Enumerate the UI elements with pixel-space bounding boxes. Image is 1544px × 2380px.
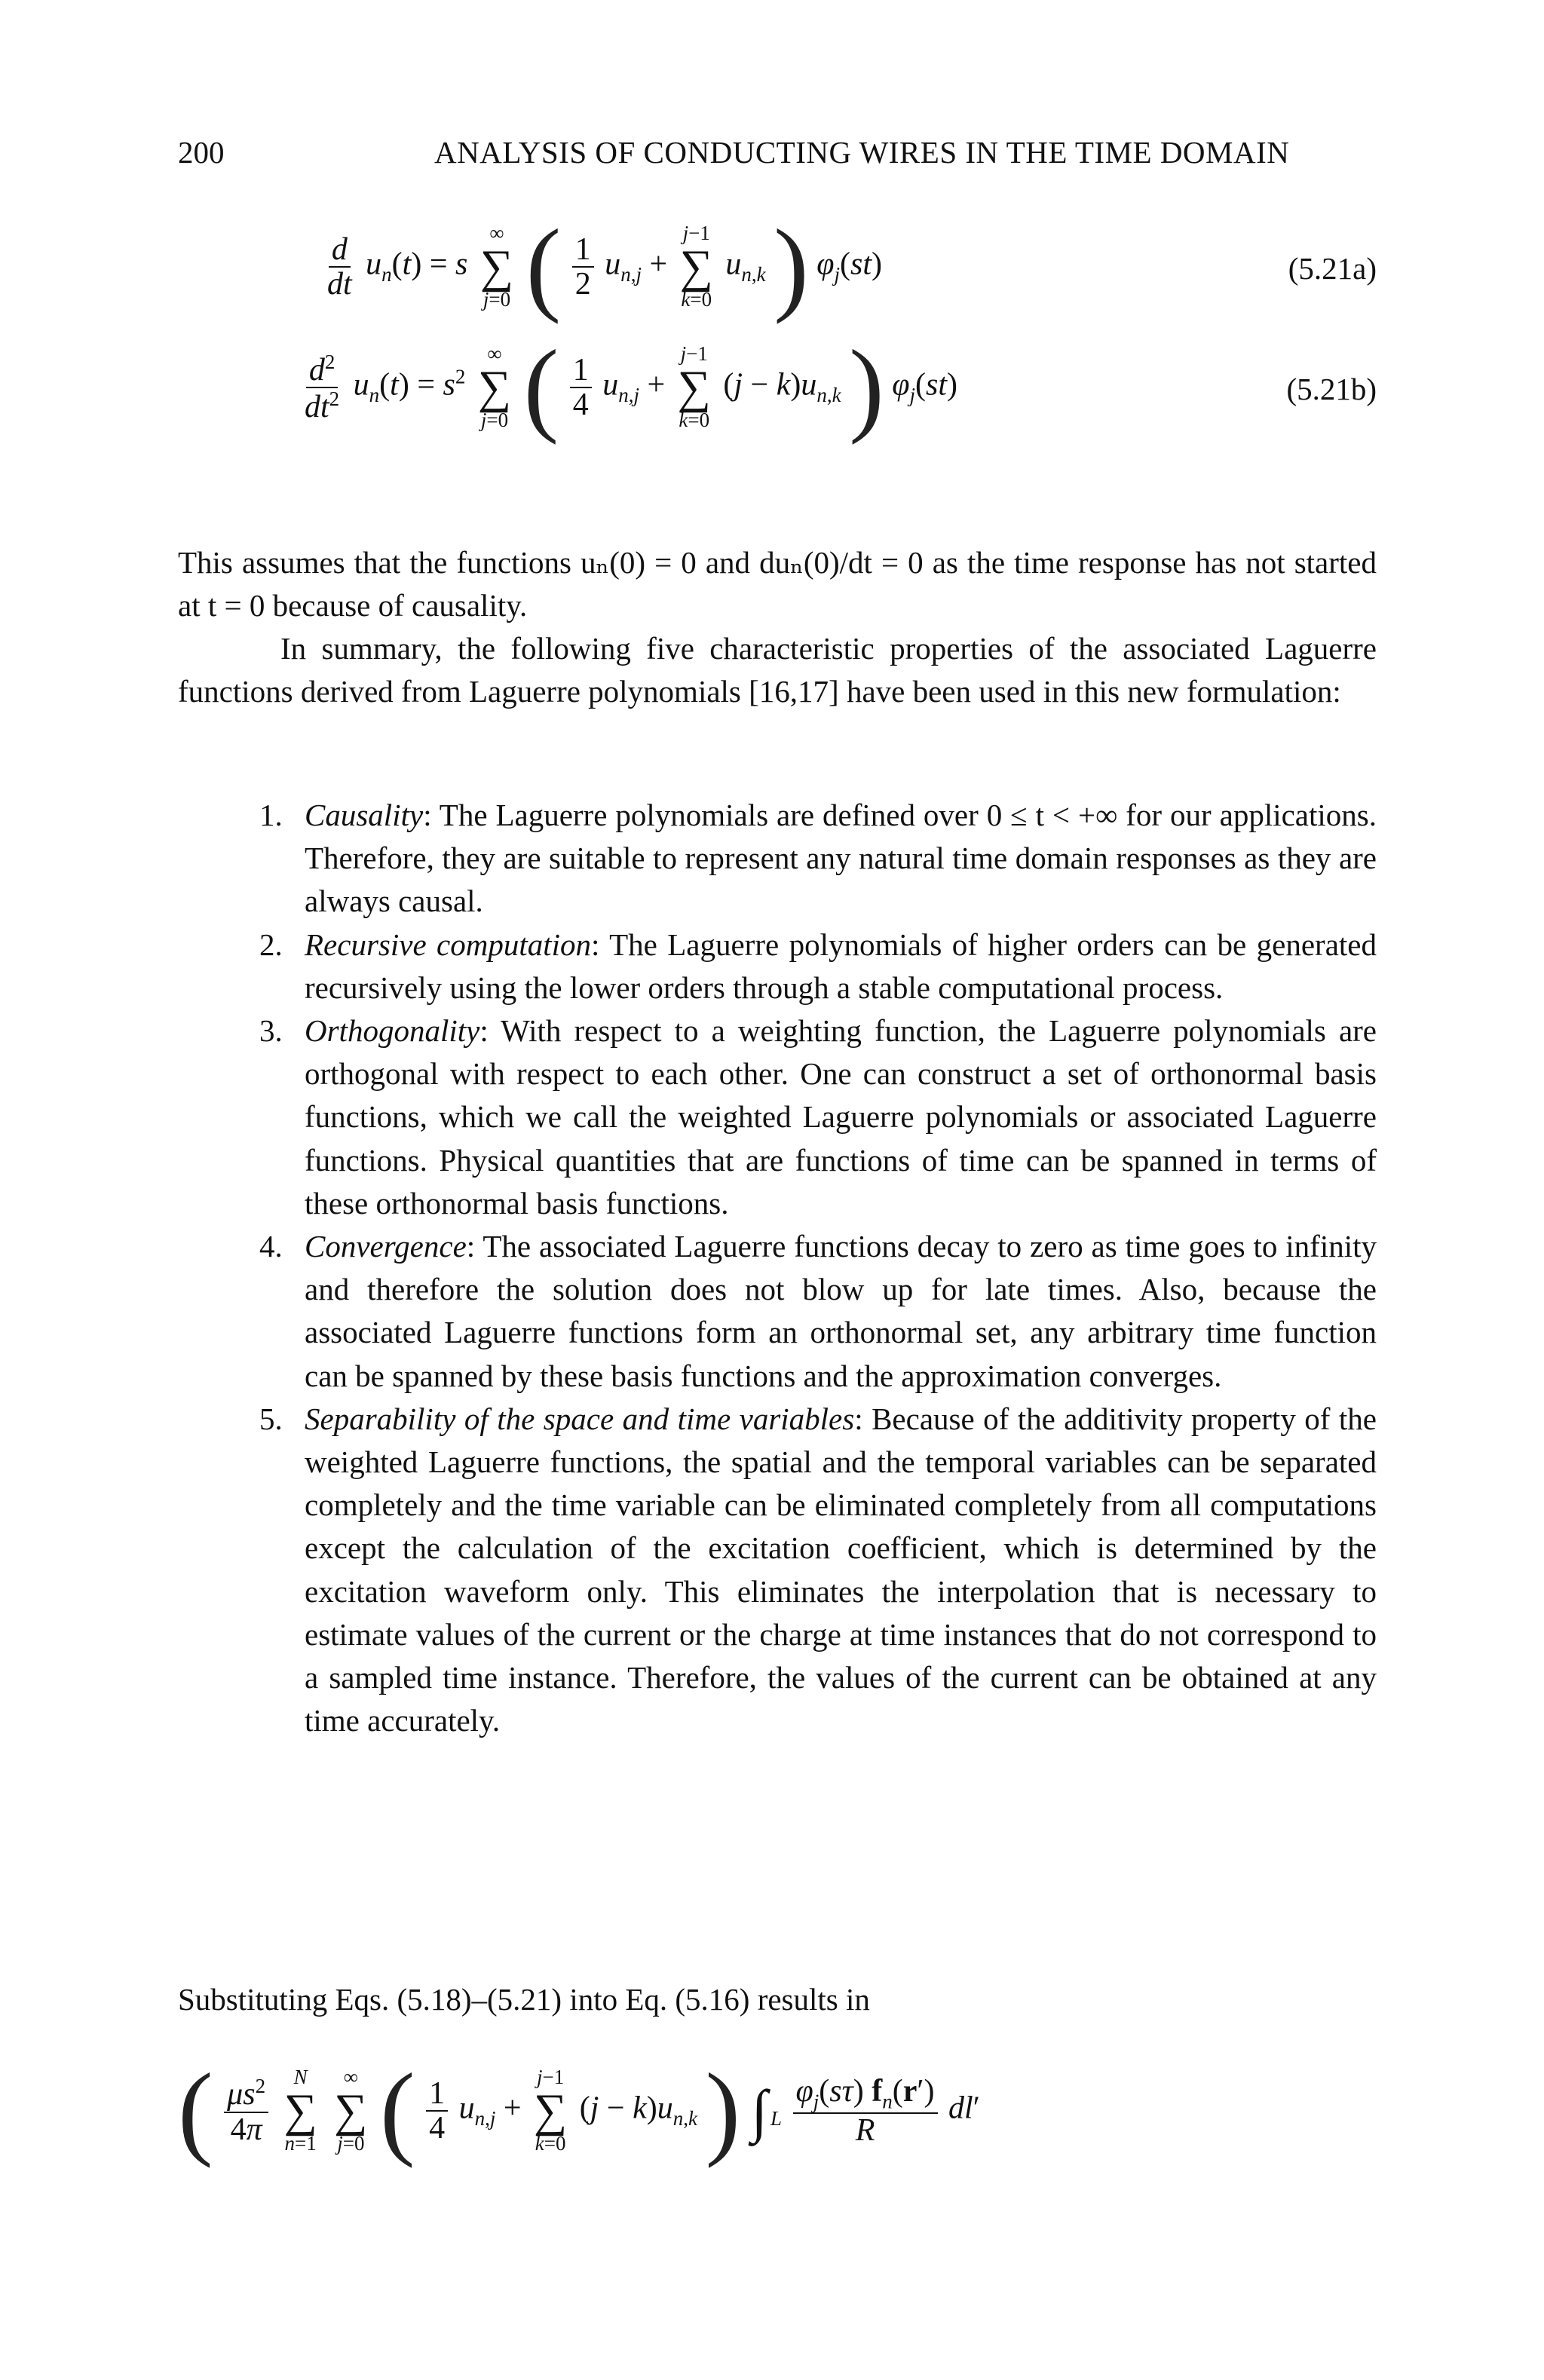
list-item <box>178 924 1377 1009</box>
page-number: 200 <box>178 135 225 170</box>
equation-5-21b-math: $\frac{d^2}{dt^2}$ $u_n(t) = s^2$ ∞ ∑ j=0 ( $\frac{1}{4}$ $u_{n,j}$ + j−1 ∑ k=0 $(j - k)u_{n,k}$ ) $\varphi_j(st)$ <box>305 329 958 446</box>
list-item <box>178 1398 1377 1743</box>
list-item-text: : The associated Laguerre functions decay to zero as time goes to infinity and therefore the solution does not blow up for late times. Also, because the associated Laguerre functions form an orthonormal set, any arbitrary time function can be spanned by these basis functions and the approximation converges. <box>305 1229 1377 1393</box>
list-item-text: : The Laguerre polynomials are defined over 0 ≤ t < +∞ for our applications. Therefore, they are suitable to represent any natural time domain responses as they are always causal. <box>305 798 1377 919</box>
equation-substitution <box>178 2052 1377 2209</box>
list-item <box>178 1225 1377 1398</box>
equation-substitution-math: ( $\frac{\mu s^2}{4\pi}$ N ∑ n=1 ∞ ∑ j=0 ( $\frac{1}{4}$ $u_{n,j}$ + j−1 ∑ k=0 $(j - k)u_{n,k}$ ) ∫ $_L$ $\frac{\varphi_j(s\tau) f_n(r')}{R}$ dl′ <box>178 2052 980 2169</box>
paragraph-causality-note: This assumes that the functions uₙ(0) = 0 and duₙ(0)/dt = 0 as the time response has not started at t = 0 because of causality. <box>178 545 1377 623</box>
list-item-number: 3. <box>259 1013 283 1049</box>
equation-number: (5.21b) <box>1286 372 1377 406</box>
equation-5-21a-math: $\frac{d}{dt}$ $u_n(t) = s$ ∞ ∑ j=0 ( $\frac{1}{2}$ $u_{n,j}$ + j−1 ∑ k=0 $u_{n,k}$ ) $\varphi_j(st)$ <box>327 208 883 325</box>
list-item-term: Convergence <box>305 1229 467 1264</box>
list-item-term: Recursive computation <box>305 927 592 962</box>
list-item-text: : The Laguerre polynomials of higher orders can be generated recursively using the lower orders through a stable computational process. <box>305 927 1377 1005</box>
list-item-text: : Because of the additivity property of the weighted Laguerre functions, the spatial and the temporal variables can be separated completely and the time variable can be eliminated completely from all computations except the calculation of the excitation coefficient, which is determined by the excitation waveform only. This eliminates the interpolation that is necessary to estimate values of the current or the charge at time instances that do not correspond to a sampled time instance. Therefore, the values of the current can be obtained at any time accurately. <box>305 1401 1377 1738</box>
properties-list <box>178 794 1377 1742</box>
list-item <box>178 1009 1377 1225</box>
list-item-number: 1. <box>259 798 283 832</box>
list-item-number: 5. <box>259 1401 283 1436</box>
closing-paragraph <box>178 1978 1377 2021</box>
list-item-term: Separability of the space and time variables <box>305 1401 855 1436</box>
body-text <box>178 541 1377 713</box>
equation-number: (5.21a) <box>1288 251 1377 286</box>
paragraph-summary: In summary, the following five characteristic properties of the associated Laguerre functions derived from Laguerre polynomials [16,17] have been used in this new formulation: <box>178 631 1377 709</box>
equation-5-21a <box>178 208 1377 327</box>
equation-5-21b <box>178 329 1377 448</box>
closing-text: Substituting Eqs. (5.18)–(5.21) into Eq. (5.16) results in <box>178 1982 870 2017</box>
page-header <box>178 134 1377 179</box>
list-item-text: : With respect to a weighting function, the Laguerre polynomials are orthogonal with respect to each other. One can construct a set of orthonormal basis functions, which we call the weighted Laguerre polynomials or associated Laguerre functions. Physical quantities that are functions of time can be spanned in terms of these orthonormal basis functions. <box>305 1013 1377 1221</box>
list-item-term: Orthogonality <box>305 1013 480 1049</box>
list-item <box>178 794 1377 924</box>
list-item-number: 4. <box>259 1229 283 1264</box>
list-item-term: Causality <box>305 798 424 832</box>
list-item-number: 2. <box>259 927 283 962</box>
running-head: ANALYSIS OF CONDUCTING WIRES IN THE TIME DOMAIN <box>434 135 1290 170</box>
